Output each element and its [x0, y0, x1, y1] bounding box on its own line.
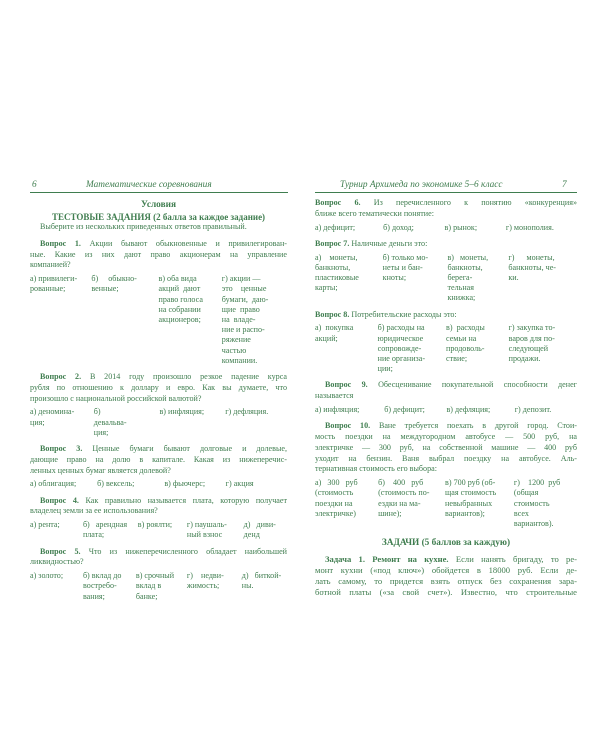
- question-10: [315, 421, 577, 529]
- question-line: компанией?: [30, 260, 71, 270]
- question-label: Вопрос 8.: [315, 309, 350, 319]
- question-label: Вопрос 4.: [40, 495, 79, 505]
- question-7: [315, 239, 577, 304]
- answer-option[interactable]: б) 400 руб (стоимость по- ездки на ма- шине);: [378, 478, 430, 518]
- answer-option[interactable]: б) вклад до востребо- вания;: [82, 571, 122, 601]
- question-line: рубля по отношению к доллару и евро. Как вы думаете, что: [30, 382, 287, 392]
- question-line: Вопрос 7. Наличные деньги это:: [315, 238, 428, 248]
- answer-option[interactable]: в) инфляция;: [159, 407, 205, 417]
- question-2: [30, 372, 287, 438]
- answer-option[interactable]: в) оба вида акций дают право голоса на собрании акционеров;: [158, 274, 203, 324]
- question-8: [315, 310, 577, 375]
- question-label: Вопрос 7.: [315, 238, 350, 248]
- question-line: Вопрос 6. Из перечисленного к понятию «конкуренция»: [315, 198, 577, 207]
- question-label: Вопрос 6.: [315, 198, 361, 207]
- question-label: Вопрос 10.: [325, 421, 371, 431]
- answer-option[interactable]: б) дефицит;: [384, 405, 425, 415]
- answer-option[interactable]: а) золото;: [30, 571, 64, 581]
- question-line: уходит на бензин. Ваня выбрал поездку на автобусе. Аль-: [315, 453, 577, 463]
- answer-option[interactable]: в) рынок;: [444, 222, 478, 232]
- answer-options: [30, 571, 287, 602]
- task-line: лать самому, то придется взять отпуск без сохранения зара-: [315, 575, 577, 586]
- question-label: Вопрос 1.: [40, 238, 81, 248]
- answer-option[interactable]: г) акция: [225, 479, 254, 489]
- question-line: произошло с национальной российской валютой?: [30, 393, 202, 403]
- right-running-title: Турнир Архимеда по экономике 5–6 класс: [340, 180, 503, 190]
- answer-options: [30, 407, 287, 438]
- answer-option[interactable]: а) монеты, банкноты, пластиковые карты;: [315, 252, 359, 293]
- tasks-title: ЗАДАЧИ (5 баллов за каждую): [381, 538, 511, 549]
- answer-option[interactable]: а) деномина- ция;: [30, 407, 75, 427]
- answer-option[interactable]: б) доход;: [383, 222, 414, 232]
- answer-option[interactable]: в) дефляция;: [446, 405, 491, 415]
- question-line: ные. Какие из них дают право акционерам на управление: [30, 249, 287, 259]
- question-line: Вопрос 9. Обесценивание покупательной способности денег: [325, 380, 577, 390]
- question-line: Вопрос 2. В 2014 году произошло резкое падение курса: [40, 372, 287, 382]
- answer-option[interactable]: в) расходы семьи на продоволь- ствие;: [446, 323, 485, 364]
- question-9: [315, 380, 577, 415]
- section-title: Условия: [141, 200, 176, 210]
- answer-options: [30, 274, 287, 366]
- question-line: Вопрос 8. Потребительские расходы это:: [315, 309, 457, 319]
- question-6: [315, 198, 577, 233]
- right-header-rule: [315, 192, 577, 193]
- answer-option[interactable]: г) депозит.: [514, 405, 552, 415]
- answer-option[interactable]: д) биткой- ны.: [241, 571, 282, 591]
- question-line: ленных ценных бумаг является долевой?: [30, 465, 171, 475]
- answer-option[interactable]: а) рента;: [30, 520, 60, 530]
- question-line: дающие право на долю в капитале. Какая из нижеперечис-: [30, 454, 287, 464]
- answer-option[interactable]: б) вексель;: [97, 479, 135, 489]
- answer-option[interactable]: г) закупка то- варов для по- следующей продажи.: [508, 323, 556, 364]
- left-header-rule: [30, 192, 288, 193]
- answer-option[interactable]: г) дефляция.: [225, 407, 269, 417]
- answer-options: [30, 520, 287, 540]
- question-label: Вопрос 2.: [40, 372, 82, 382]
- answer-option[interactable]: в) фьючерс;: [164, 479, 206, 489]
- answer-option[interactable]: г) недви- жимость;: [186, 571, 224, 591]
- question-line: владелец земли за ее использования?: [30, 506, 158, 516]
- answer-options: [315, 478, 577, 529]
- answer-option[interactable]: б) только мо- неты и бан- кноты;: [382, 252, 429, 282]
- question-line: Вопрос 5. Что из нижеперечисленного обладает наибольшей: [40, 546, 287, 556]
- question-line: тернативная стоимость его выбора:: [315, 464, 437, 474]
- question-line: Вопрос 1. Акции бывают обыкновенные и привилегирован-: [40, 238, 287, 248]
- question-3: [30, 444, 287, 490]
- question-line: мость поездки на междугородном автобусе — 500 руб, на: [315, 432, 577, 442]
- answer-option[interactable]: б) арендная плата;: [82, 520, 128, 540]
- question-line: ликвидностью?: [30, 557, 84, 567]
- question-label: Вопрос 5.: [40, 546, 81, 556]
- question-line: ближе всего тематически понятие:: [315, 208, 434, 218]
- answer-option[interactable]: а) инфляция;: [315, 405, 360, 415]
- answer-option[interactable]: а) привилеги- рованные;: [30, 274, 78, 294]
- answer-options: [315, 253, 577, 304]
- task-line: ботной платы («за свой счет»). Известно, что строительные: [315, 586, 577, 597]
- question-line: Вопрос 4. Как правильно называется плата, которую получает: [40, 495, 288, 505]
- task-line: Задача 1. Ремонт на кухне. Если нанять бригаду, то ре-: [325, 554, 577, 565]
- answer-option[interactable]: б) расходы на юридическое сопровожде- ние организа- ции;: [377, 323, 426, 374]
- right-page-number: 7: [562, 180, 567, 190]
- question-5: [30, 547, 287, 602]
- answer-option[interactable]: г) монополия.: [505, 222, 554, 232]
- answer-option[interactable]: а) дефицит;: [315, 222, 356, 232]
- answer-options: [315, 323, 577, 374]
- answer-options: [315, 223, 577, 233]
- tests-instruction: Выберите из нескольких приведенных ответов правильный.: [40, 222, 247, 231]
- left-running-title: Математические соревнования: [86, 180, 212, 190]
- left-page-number: 6: [32, 180, 37, 190]
- question-4: [30, 496, 287, 541]
- answer-option[interactable]: г) монеты, банкноты, че- ки.: [508, 252, 557, 282]
- question-line: Вопрос 10. Ване требуется поехать в другой город. Стои-: [325, 421, 577, 431]
- answer-option[interactable]: а) 300 руб (стоимость поездки на электричке): [315, 478, 358, 518]
- question-label: Вопрос 9.: [325, 380, 368, 390]
- answer-option[interactable]: г) 1200 руб (общая стоимость всех вариантов).: [513, 478, 561, 529]
- answer-option[interactable]: в) срочный вклад в банке;: [135, 571, 175, 601]
- task-1: [315, 554, 577, 597]
- tests-title: ТЕСТОВЫЕ ЗАДАНИЯ (2 балла за каждое задание): [51, 212, 266, 222]
- answer-option[interactable]: а) покупка акций;: [315, 323, 354, 343]
- question-line: Вопрос 3. Ценные бумаги бывают долговые и долевые,: [40, 444, 287, 454]
- question-line: называется: [315, 391, 354, 401]
- left-page: [30, 200, 287, 602]
- question-1: [30, 239, 287, 366]
- task-line: монт кухни («под ключ») обойдется в 18000 руб. Если де-: [315, 565, 577, 576]
- answer-option[interactable]: в) монеты, банкноты, берега- тельная книжка;: [447, 252, 489, 303]
- answer-option[interactable]: в) 700 руб (об- щая стоимость невыбранных вариантов);: [445, 478, 497, 518]
- answer-option[interactable]: д) диви- денд: [243, 520, 276, 540]
- answer-option[interactable]: а) облигация;: [30, 479, 77, 489]
- answer-option[interactable]: б) девальва- ция;: [93, 407, 127, 437]
- answer-options: [315, 405, 577, 415]
- answer-option[interactable]: г) акции — это ценные бумаги, даю- щие право на владе- ние и распо- ряжение частью компании.: [221, 274, 269, 365]
- task-label: Задача 1. Ремонт на кухне.: [325, 554, 449, 565]
- question-label: Вопрос 3.: [40, 444, 83, 454]
- question-line: электричке — 300 руб, на собственной машине — 400 руб: [315, 442, 577, 452]
- answer-option[interactable]: б) обыкно- венные;: [91, 274, 137, 294]
- right-page: [315, 198, 577, 597]
- answer-option[interactable]: в) роялти;: [137, 520, 173, 530]
- answer-option[interactable]: г) паушаль- ный взнос: [186, 520, 227, 540]
- answer-options: [30, 479, 287, 489]
